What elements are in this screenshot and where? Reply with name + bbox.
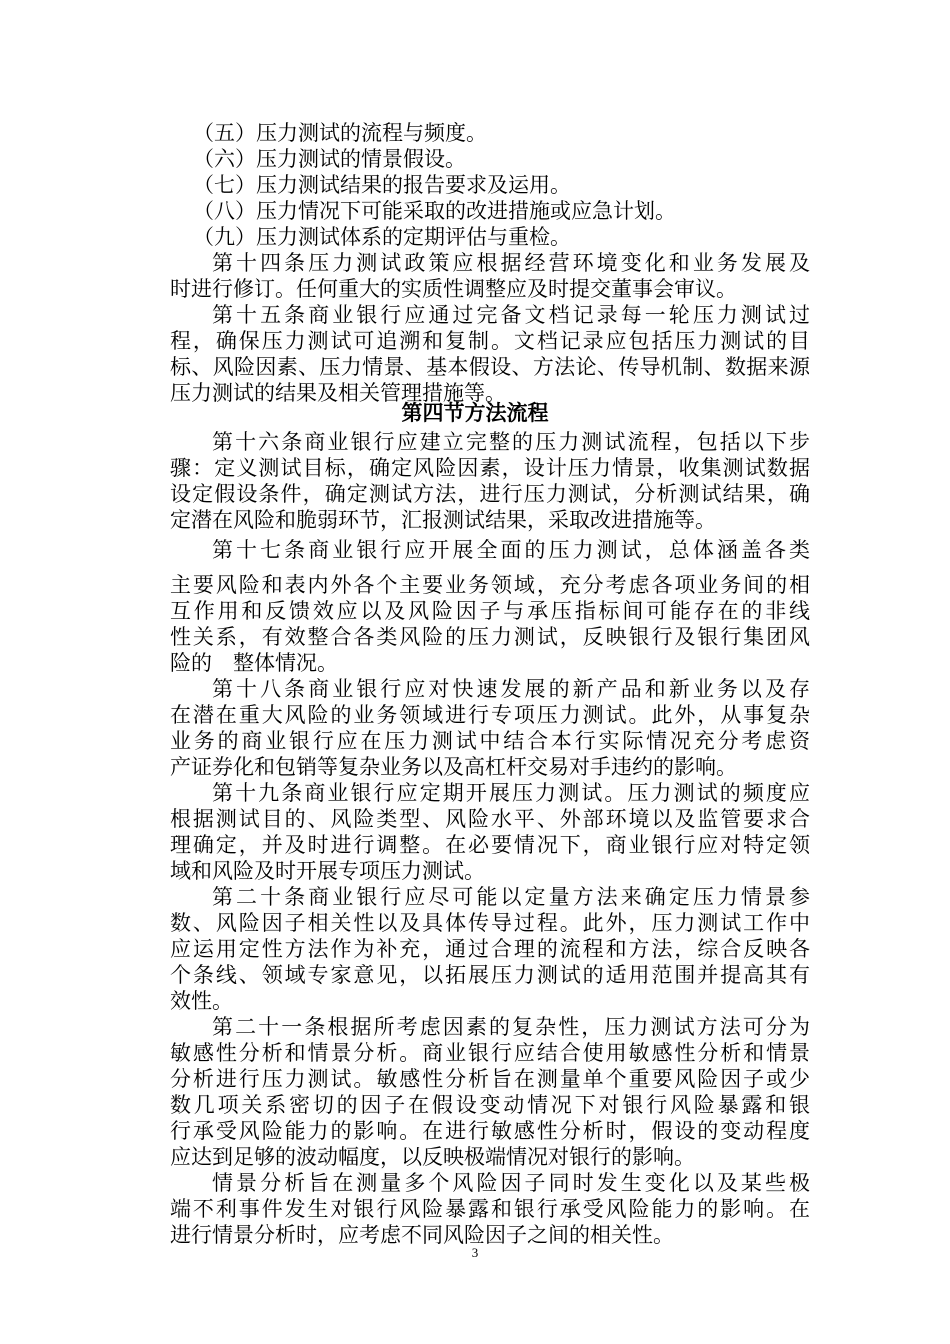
article-15-line: 第十五条商业银行应通过完备文档记录每一轮压力测试过 [212, 303, 810, 327]
article-18-line: 在潜在重大风险的业务领域进行专项压力测试。此外，从事复杂 [170, 703, 810, 727]
article-16-line: 设定假设条件，确定测试方法，进行压力测试，分析测试结果，确 [170, 482, 810, 506]
article-14-line: 时进行修订。任何重大的实质性调整应及时提交董事会审议。 [170, 277, 737, 301]
article-19-line: 理确定，并及时进行调整。在必要情况下，商业银行应对特定领 [170, 833, 810, 857]
list-item: （六）压力测试的情景假设。 [193, 147, 466, 171]
article-18-line: 业务的商业银行应在压力测试中结合本行实际情况充分考虑资 [170, 729, 810, 753]
article-21-line: 分析进行压力测试。敏感性分析旨在测量单个重要风险因子或少 [170, 1067, 810, 1091]
article-16-line: 定潜在风险和脆弱环节，汇报测试结果，采取改进措施等。 [170, 508, 716, 532]
article-17-line: 第十七条商业银行应开展全面的压力测试，总体涵盖各类 [212, 538, 810, 562]
article-21-line: 数几项关系密切的因子在假设变动情况下对银行风险暴露和银 [170, 1093, 810, 1117]
article-20-line: 个条线、领域专家意见，以拓展压力测试的适用范围并提高其有 [170, 963, 810, 987]
article-20-line: 第二十条商业银行应尽可能以定量方法来确定压力情景参 [212, 885, 810, 909]
article-21-line: 行承受风险能力的影响。在进行敏感性分析时，假设的变动程度 [170, 1119, 810, 1143]
article-20-line: 效性。 [170, 989, 233, 1013]
article-19-line: 根据测试目的、风险类型、风险水平、外部环境以及监管要求合 [170, 807, 810, 831]
article-15-line: 压力测试的结果及相关管理措施等。 [170, 381, 506, 405]
list-item: （五）压力测试的流程与频度。 [193, 121, 487, 145]
article-19-line: 第十九条商业银行应定期开展压力测试。压力测试的频度应 [212, 781, 810, 805]
article-15-line: 标、风险因素、压力情景、基本假设、方法论、传导机制、数据来源 [170, 355, 810, 379]
article-20-line: 应运用定性方法作为补充，通过合理的流程和方法，综合反映各 [170, 937, 810, 961]
scenario-line: 情景分析旨在测量多个风险因子同时发生变化以及某些极 [212, 1171, 810, 1195]
article-16-line: 骤：定义测试目标，确定风险因素，设计压力情景，收集测试数据 [170, 456, 810, 480]
scenario-line: 端不利事件发生对银行风险暴露和银行承受风险能力的影响。在 [170, 1197, 810, 1221]
scenario-line: 进行情景分析时，应考虑不同风险因子之间的相关性。 [170, 1223, 674, 1247]
list-item: （九）压力测试体系的定期评估与重检。 [193, 225, 571, 249]
article-17-line: 主要风险和表内外各个主要业务领域，充分考虑各项业务间的相 [170, 573, 810, 597]
article-18-line: 第十八条商业银行应对快速发展的新产品和新业务以及存 [212, 677, 810, 701]
article-21-line: 第二十一条根据所考虑因素的复杂性，压力测试方法可分为 [212, 1015, 810, 1039]
article-16-line: 第十六条商业银行应建立完整的压力测试流程，包括以下步 [212, 430, 810, 454]
article-21-line: 敏感性分析和情景分析。商业银行应结合使用敏感性分析和情景 [170, 1041, 810, 1065]
article-21-line: 应达到足够的波动幅度，以反映极端情况对银行的影响。 [170, 1145, 695, 1169]
article-17-line: 互作用和反馈效应以及风险因子与承压指标间可能存在的非线 [170, 599, 810, 623]
article-17-line: 险的 整体情况。 [170, 651, 338, 675]
article-18-line: 产证券化和包销等复杂业务以及高杠杆交易对手违约的影响。 [170, 755, 737, 779]
article-19-line: 域和风险及时开展专项压力测试。 [170, 859, 485, 883]
section-heading: 第四节方法流程 [401, 401, 549, 425]
article-15-line: 程，确保压力测试可追溯和复制。文档记录应包括压力测试的目 [170, 329, 810, 353]
list-item: （八）压力情况下可能采取的改进措施或应急计划。 [193, 199, 676, 223]
list-item: （七）压力测试结果的报告要求及运用。 [193, 173, 571, 197]
article-17-line: 性关系，有效整合各类风险的压力测试，反映银行及银行集团风 [170, 625, 810, 649]
article-20-line: 数、风险因子相关性以及具体传导过程。此外，压力测试工作中 [170, 911, 810, 935]
page-number: 3 [471, 1245, 479, 1260]
article-14-line: 第十四条压力测试政策应根据经营环境变化和业务发展及 [212, 251, 810, 275]
